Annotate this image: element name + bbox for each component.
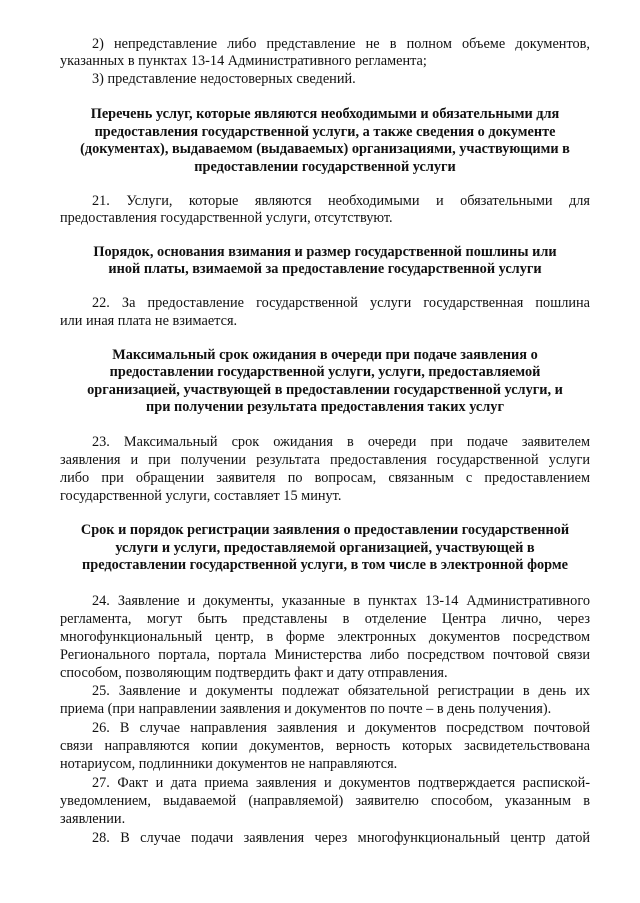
paragraph-27-line-3: заявлении.: [60, 811, 126, 827]
section-heading-4-line-2: услуги и услуги, предоставляемой организацией, участвующей в: [115, 540, 535, 556]
section-heading-2-line-1: Порядок, основания взимания и размер государственной пошлины или: [93, 244, 557, 260]
section-heading-4-line-3: предоставлении государственной услуги, в том числе в электронной форме: [82, 557, 568, 573]
paragraph-22-line-2: или иная плата не взимается.: [60, 313, 238, 329]
section-heading-3-line-1: Максимальный срок ожидания в очереди при подаче заявления о: [112, 347, 538, 363]
paragraph-24-line-3: многофункциональный центр, в форме электронных документов посредством: [60, 629, 590, 645]
paragraph-26-line-1: 26. В случае направления заявления и документов посредством почтовой: [92, 720, 590, 736]
list-item-3: 3) представление недостоверных сведений.: [92, 71, 356, 87]
list-item-2-cont: указанных в пунктах 13-14 Административного регламента;: [60, 53, 427, 69]
paragraph-23-line-2: заявления и при получении результата предоставления государственной услуги: [60, 452, 590, 468]
paragraph-22-line-1: 22. За предоставление государственной услуги государственная пошлина: [92, 295, 590, 311]
paragraph-25-line-2: приема (при направлении заявления и документов по почте – в день получения).: [60, 701, 552, 717]
paragraph-27-line-1: 27. Факт и дата приема заявления и документов подтверждается распиской-: [92, 775, 590, 791]
paragraph-23-line-1: 23. Максимальный срок ожидания в очереди при подаче заявителем: [92, 434, 590, 450]
paragraph-27-line-2: уведомлением, выдаваемой (направляемой) заявителю способом, указанным в: [60, 793, 590, 809]
section-heading-1-line-4: предоставлении государственной услуги: [194, 159, 456, 175]
section-heading-1-line-3: (документах), выдаваемом (выдаваемых) организациями, участвующими в: [80, 141, 570, 157]
section-heading-3-line-2: предоставлении государственной услуги, услуги, предоставляемой: [109, 364, 541, 380]
section-heading-4-line-1: Срок и порядок регистрации заявления о предоставлении государственной: [80, 522, 570, 538]
paragraph-24-line-4: Регионального портала, портала Министерства либо посредством почтовой связи: [60, 647, 590, 663]
paragraph-26-line-2: связи направляются копии документов, верность которых засвидетельствована: [60, 738, 590, 754]
paragraph-23-line-4: государственной услуги, составляет 15 минут.: [60, 488, 342, 504]
section-heading-1-line-2: предоставления государственной услуги, а также сведения о документе: [94, 124, 556, 140]
section-heading-3-line-4: при получении результата предоставления таких услуг: [146, 399, 504, 415]
paragraph-23-line-3: либо при обращении заявителя по вопросам, связанным с предоставлением: [60, 470, 590, 486]
paragraph-28-line-1: 28. В случае подачи заявления через многофункциональный центр датой: [92, 830, 590, 846]
paragraph-24-line-2: регламента, могут быть представлены в отделение Центра лично, через: [60, 611, 590, 627]
paragraph-24-line-5: способом, позволяющим подтвердить факт и дату отправления.: [60, 665, 448, 681]
section-heading-1-line-1: Перечень услуг, которые являются необходимыми и обязательными для: [90, 106, 560, 122]
paragraph-26-line-3: нотариусом, подлинники документов не направляются.: [60, 756, 398, 772]
list-item-2: 2) непредставление либо представление не в полном объеме документов,: [92, 36, 590, 52]
section-heading-3-line-3: организацией, участвующей в предоставлении государственной услуги, и: [87, 382, 563, 398]
section-heading-2-line-2: иной платы, взимаемой за предоставление государственной услуги: [108, 261, 542, 277]
paragraph-21-line-1: 21. Услуги, которые являются необходимыми и обязательными для: [92, 193, 590, 209]
paragraph-21-line-2: предоставления государственной услуги, отсутствуют.: [60, 210, 393, 226]
paragraph-25-line-1: 25. Заявление и документы подлежат обязательной регистрации в день их: [92, 683, 590, 699]
paragraph-24-line-1: 24. Заявление и документы, указанные в пунктах 13-14 Административного: [92, 593, 590, 609]
